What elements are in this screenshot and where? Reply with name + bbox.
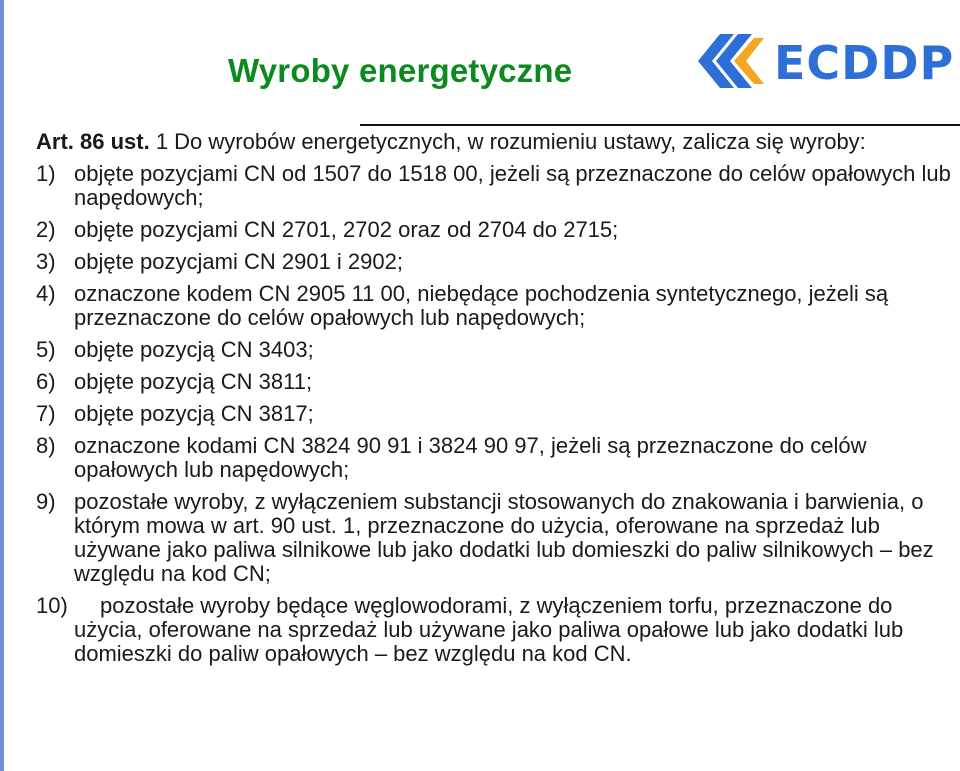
article-intro-text: 1 Do wyrobów energetycznych, w rozumieniu ustawy, zalicza się wyroby:	[149, 129, 866, 154]
list-item	[36, 370, 951, 394]
header-divider	[360, 124, 960, 126]
article-body	[36, 130, 951, 674]
list-item	[36, 594, 951, 666]
article-intro	[36, 130, 951, 154]
list-item-text: objęte pozycjami CN 2701, 2702 oraz od 2704 do 2715;	[74, 217, 619, 242]
list-item-text: pozostałe wyroby będące węglowodorami, z wyłączeniem torfu, przeznaczone do użycia, oferowane na sprzedaż lub używane jako paliwa opałowe lub jako dodatki lub domieszki do paliw opałowych – bez względu na kod CN.	[74, 593, 904, 666]
slide-title: Wyroby energetyczne	[228, 52, 573, 89]
list-item-number: 8)	[36, 433, 56, 458]
list-item-number: 2)	[36, 217, 56, 242]
list-item-text: objęte pozycjami CN 2901 i 2902;	[74, 249, 403, 274]
list-item-text: pozostałe wyroby, z wyłączeniem substancji stosowanych do znakowania i barwienia, o którym mowa w art. 90 ust. 1, przeznaczone do użycia, oferowane na sprzedaż lub używane jako paliwa silnikowe lub jako dodatki lub domieszki do paliw silnikowych – bez względu na kod CN;	[74, 489, 934, 586]
list-item-number: 1)	[36, 161, 56, 186]
list-item-number: 4)	[36, 281, 56, 306]
list-item-number: 5)	[36, 337, 56, 362]
list-item-text: objęte pozycją CN 3817;	[74, 401, 314, 426]
article-label: Art. 86 ust.	[36, 129, 150, 154]
list-item-text: oznaczone kodami CN 3824 90 91 i 3824 90 97, jeżeli są przeznaczone do celów opałowych lub napędowych;	[74, 433, 867, 482]
list-item	[36, 490, 951, 586]
list-item	[36, 250, 951, 274]
list-item-number: 3)	[36, 249, 56, 274]
list-item	[36, 218, 951, 242]
list-item-number: 10)	[36, 593, 68, 618]
list-item	[36, 338, 951, 362]
list-item	[36, 282, 951, 330]
list-item	[36, 402, 951, 426]
list-item-number: 7)	[36, 401, 56, 426]
ecddp-logo-icon	[694, 26, 955, 96]
list-item	[36, 162, 951, 210]
list-item-number: 9)	[36, 489, 56, 514]
list-item-number: 6)	[36, 369, 56, 394]
logo-wordmark: ECDDP	[774, 36, 955, 90]
list-item-text: objęte pozycjami CN od 1507 do 1518 00, jeżeli są przeznaczone do celów opałowych lub napędowych;	[74, 161, 951, 210]
list-item	[36, 434, 951, 482]
left-accent-bar	[0, 0, 4, 771]
ecddp-logo	[694, 26, 955, 96]
list-item-text: objęte pozycją CN 3811;	[74, 369, 313, 394]
list-item-text: objęte pozycją CN 3403;	[74, 337, 314, 362]
list-item-text: oznaczone kodem CN 2905 11 00, niebędące pochodzenia syntetycznego, jeżeli są przeznaczone do celów opałowych lub napędowych;	[74, 281, 889, 330]
